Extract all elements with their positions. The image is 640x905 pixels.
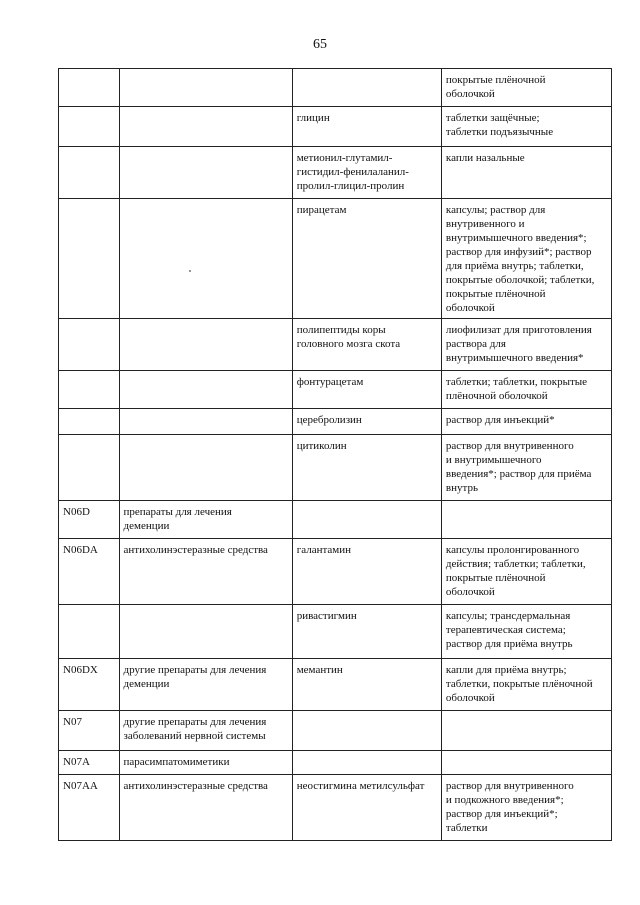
dosage-form-cell: раствор для внутривенного и подкожного введения*; раствор для инъекций*; таблетки xyxy=(441,775,611,841)
code-cell xyxy=(59,435,120,501)
dosage-form-cell: капли назальные xyxy=(441,147,611,199)
table-row xyxy=(59,751,612,775)
code-cell xyxy=(59,409,120,435)
substance-cell: метионил-глутамил- гистидил-фенилаланил- пролил-глицил-пролин xyxy=(292,147,441,199)
code-cell: N06DA xyxy=(59,539,120,605)
substance-cell xyxy=(292,69,441,107)
dosage-form-cell: капли для приёма внутрь; таблетки, покрытые плёночной оболочкой xyxy=(441,659,611,711)
substance-cell: пирацетам xyxy=(292,199,441,319)
group-cell xyxy=(119,371,292,409)
table-row xyxy=(59,711,612,751)
dosage-form-cell: раствор для инъекций* xyxy=(441,409,611,435)
scan-speck xyxy=(189,270,191,272)
code-cell: N07AA xyxy=(59,775,120,841)
group-cell xyxy=(119,605,292,659)
group-cell xyxy=(119,199,292,319)
table-row xyxy=(59,409,612,435)
substance-cell xyxy=(292,501,441,539)
substance-cell: мемантин xyxy=(292,659,441,711)
substance-cell xyxy=(292,711,441,751)
table-row xyxy=(59,539,612,605)
table-row xyxy=(59,501,612,539)
substance-cell: цитиколин xyxy=(292,435,441,501)
substance-cell: ривастигмин xyxy=(292,605,441,659)
group-cell xyxy=(119,319,292,371)
dosage-form-cell: покрытые плёночной оболочкой xyxy=(441,69,611,107)
table-row xyxy=(59,199,612,319)
table-row xyxy=(59,107,612,147)
group-cell: парасимпатомиметики xyxy=(119,751,292,775)
code-cell: N07 xyxy=(59,711,120,751)
dosage-form-cell: капсулы; раствор для внутривенного и внутримышечного введения*; раствор для инфузий*; раствор для приёма внутрь; таблетки, покрытые оболочкой; таблетки, покрытые плёночной оболочкой xyxy=(441,199,611,319)
dosage-form-cell: лиофилизат для приготовления раствора для внутримышечного введения* xyxy=(441,319,611,371)
substance-cell xyxy=(292,751,441,775)
dosage-form-cell: капсулы; трансдермальная терапевтическая система; раствор для приёма внутрь xyxy=(441,605,611,659)
dosage-form-cell xyxy=(441,711,611,751)
table-row xyxy=(59,659,612,711)
group-cell: другие препараты для лечения заболеваний нервной системы xyxy=(119,711,292,751)
code-cell xyxy=(59,371,120,409)
group-cell xyxy=(119,107,292,147)
table-row xyxy=(59,319,612,371)
dosage-form-cell: таблетки; таблетки, покрытые плёночной оболочкой xyxy=(441,371,611,409)
code-cell: N06D xyxy=(59,501,120,539)
table-row xyxy=(59,435,612,501)
code-cell xyxy=(59,69,120,107)
drug-table-body xyxy=(59,69,612,841)
substance-cell: галантамин xyxy=(292,539,441,605)
group-cell: препараты для лечения деменции xyxy=(119,501,292,539)
group-cell: антихолинэстеразные средства xyxy=(119,539,292,605)
substance-cell: полипептиды коры головного мозга скота xyxy=(292,319,441,371)
code-cell: N07A xyxy=(59,751,120,775)
code-cell xyxy=(59,107,120,147)
group-cell: антихолинэстеразные средства xyxy=(119,775,292,841)
group-cell xyxy=(119,147,292,199)
substance-cell: церебролизин xyxy=(292,409,441,435)
dosage-form-cell: таблетки защёчные; таблетки подъязычные xyxy=(441,107,611,147)
code-cell xyxy=(59,147,120,199)
group-cell xyxy=(119,435,292,501)
group-cell xyxy=(119,409,292,435)
table-row xyxy=(59,605,612,659)
code-cell: N06DX xyxy=(59,659,120,711)
code-cell xyxy=(59,199,120,319)
dosage-form-cell xyxy=(441,751,611,775)
table-row xyxy=(59,69,612,107)
drug-table xyxy=(58,68,612,841)
dosage-form-cell: раствор для внутривенного и внутримышечного введения*; раствор для приёма внутрь xyxy=(441,435,611,501)
code-cell xyxy=(59,319,120,371)
group-cell: другие препараты для лечения деменции xyxy=(119,659,292,711)
code-cell xyxy=(59,605,120,659)
table-row xyxy=(59,371,612,409)
dosage-form-cell xyxy=(441,501,611,539)
substance-cell: фонтурацетам xyxy=(292,371,441,409)
table-row xyxy=(59,147,612,199)
page-number: 65 xyxy=(313,37,327,52)
group-cell xyxy=(119,69,292,107)
substance-cell: неостигмина метилсульфат xyxy=(292,775,441,841)
substance-cell: глицин xyxy=(292,107,441,147)
dosage-form-cell: капсулы пролонгированного действия; таблетки; таблетки, покрытые плёночной оболочкой xyxy=(441,539,611,605)
table-row xyxy=(59,775,612,841)
